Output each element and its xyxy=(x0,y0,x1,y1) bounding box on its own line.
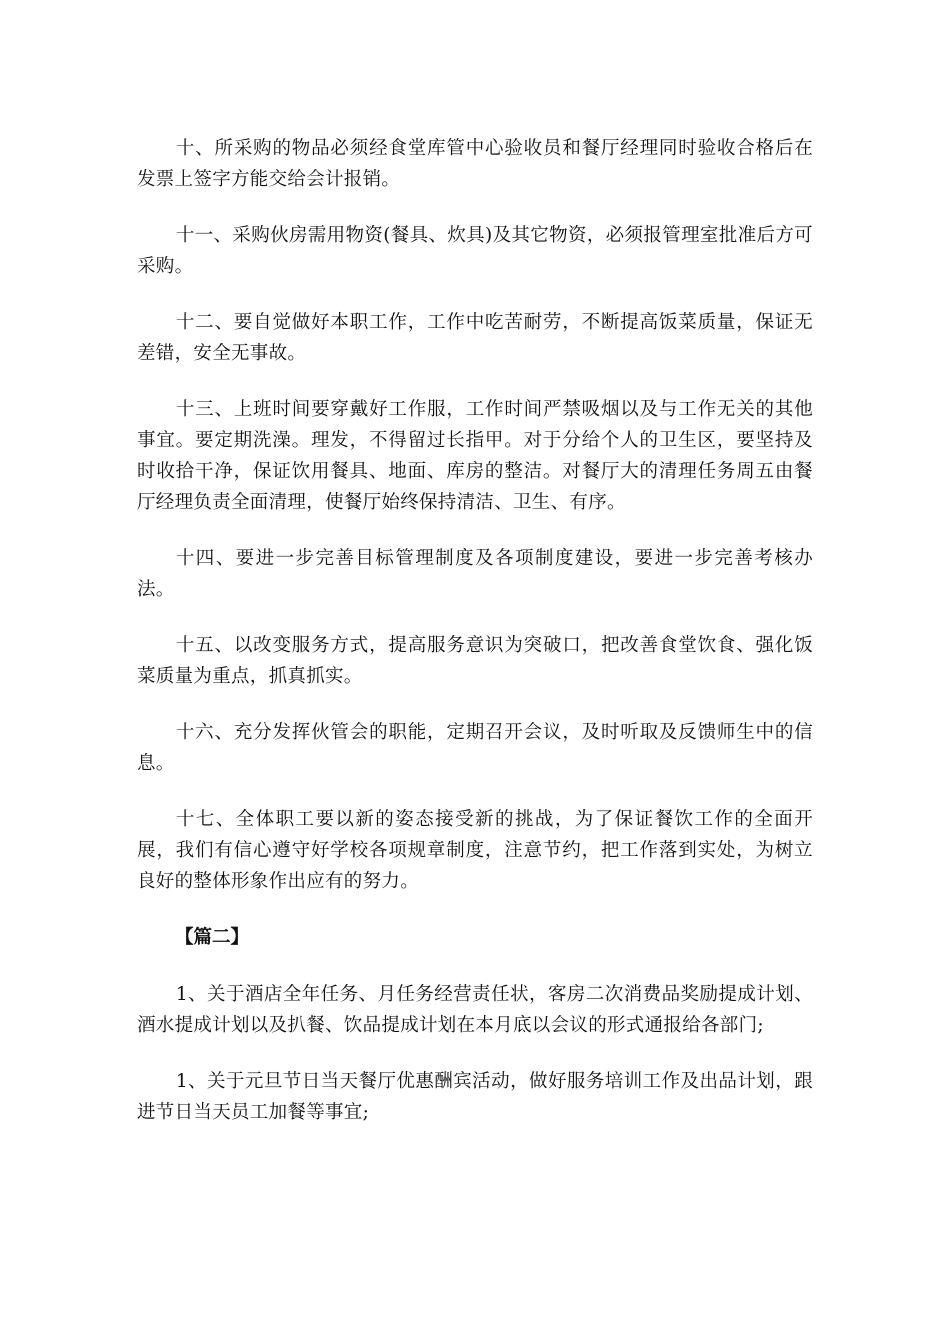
document-body xyxy=(137,133,813,1153)
paragraph-17: 十七、全体职工要以新的姿态接受新的挑战，为了保证餐饮工作的全面开展，我们有信心遵守好学校各项规章制度，注意节约，把工作落到实处，为树立良好的整体形象作出应有的努力。 xyxy=(137,809,813,892)
paragraph-11: 十一、采购伙房需用物资(餐具、炊具)及其它物资，必须报管理室批准后方可采购。 xyxy=(137,225,813,277)
paragraph-10: 十、所采购的物品必须经食堂库管中心验收员和餐厅经理同时验收合格后在发票上签字方能交给会计报销。 xyxy=(137,138,813,190)
section-heading: 【篇二】 xyxy=(175,927,250,948)
paragraph-16: 十六、充分发挥伙管会的职能，定期召开会议，及时听取及反馈师生中的信息。 xyxy=(137,722,813,774)
paragraph-15: 十五、以改变服务方式，提高服务意识为突破口，把改善食堂饮食、强化饭菜质量为重点，抓真抓实。 xyxy=(137,635,813,687)
paragraph-13: 十三、上班时间要穿戴好工作服，工作时间严禁吸烟以及与工作无关的其他事宜。要定期洗澡。理发，不得留过长指甲。对于分给个人的卫生区，要坚持及时收拾干净，保证饮用餐具、地面、库房的整洁。对餐厅大的清理任务周五由餐厅经理负责全面清理，使餐厅始终保持清洁、卫生、有序。 xyxy=(137,399,813,513)
paragraph-14: 十四、要进一步完善目标管理制度及各项制度建设，要进一步完善考核办法。 xyxy=(137,548,813,600)
section-paragraph-1: 1、关于酒店全年任务、月任务经营责任状，客房二次消费品奖励提成计划、酒水提成计划以及扒餐、饮品提成计划在本月底以会议的形式通报给各部门; xyxy=(137,984,813,1036)
paragraph-12: 十二、要自觉做好本职工作，工作中吃苦耐劳，不断提高饭菜质量，保证无差错，安全无事故。 xyxy=(137,312,813,364)
section-paragraph-2: 1、关于元旦节日当天餐厅优惠酬宾活动，做好服务培训工作及出品计划，跟进节日当天员工加餐等事宜; xyxy=(137,1071,813,1123)
